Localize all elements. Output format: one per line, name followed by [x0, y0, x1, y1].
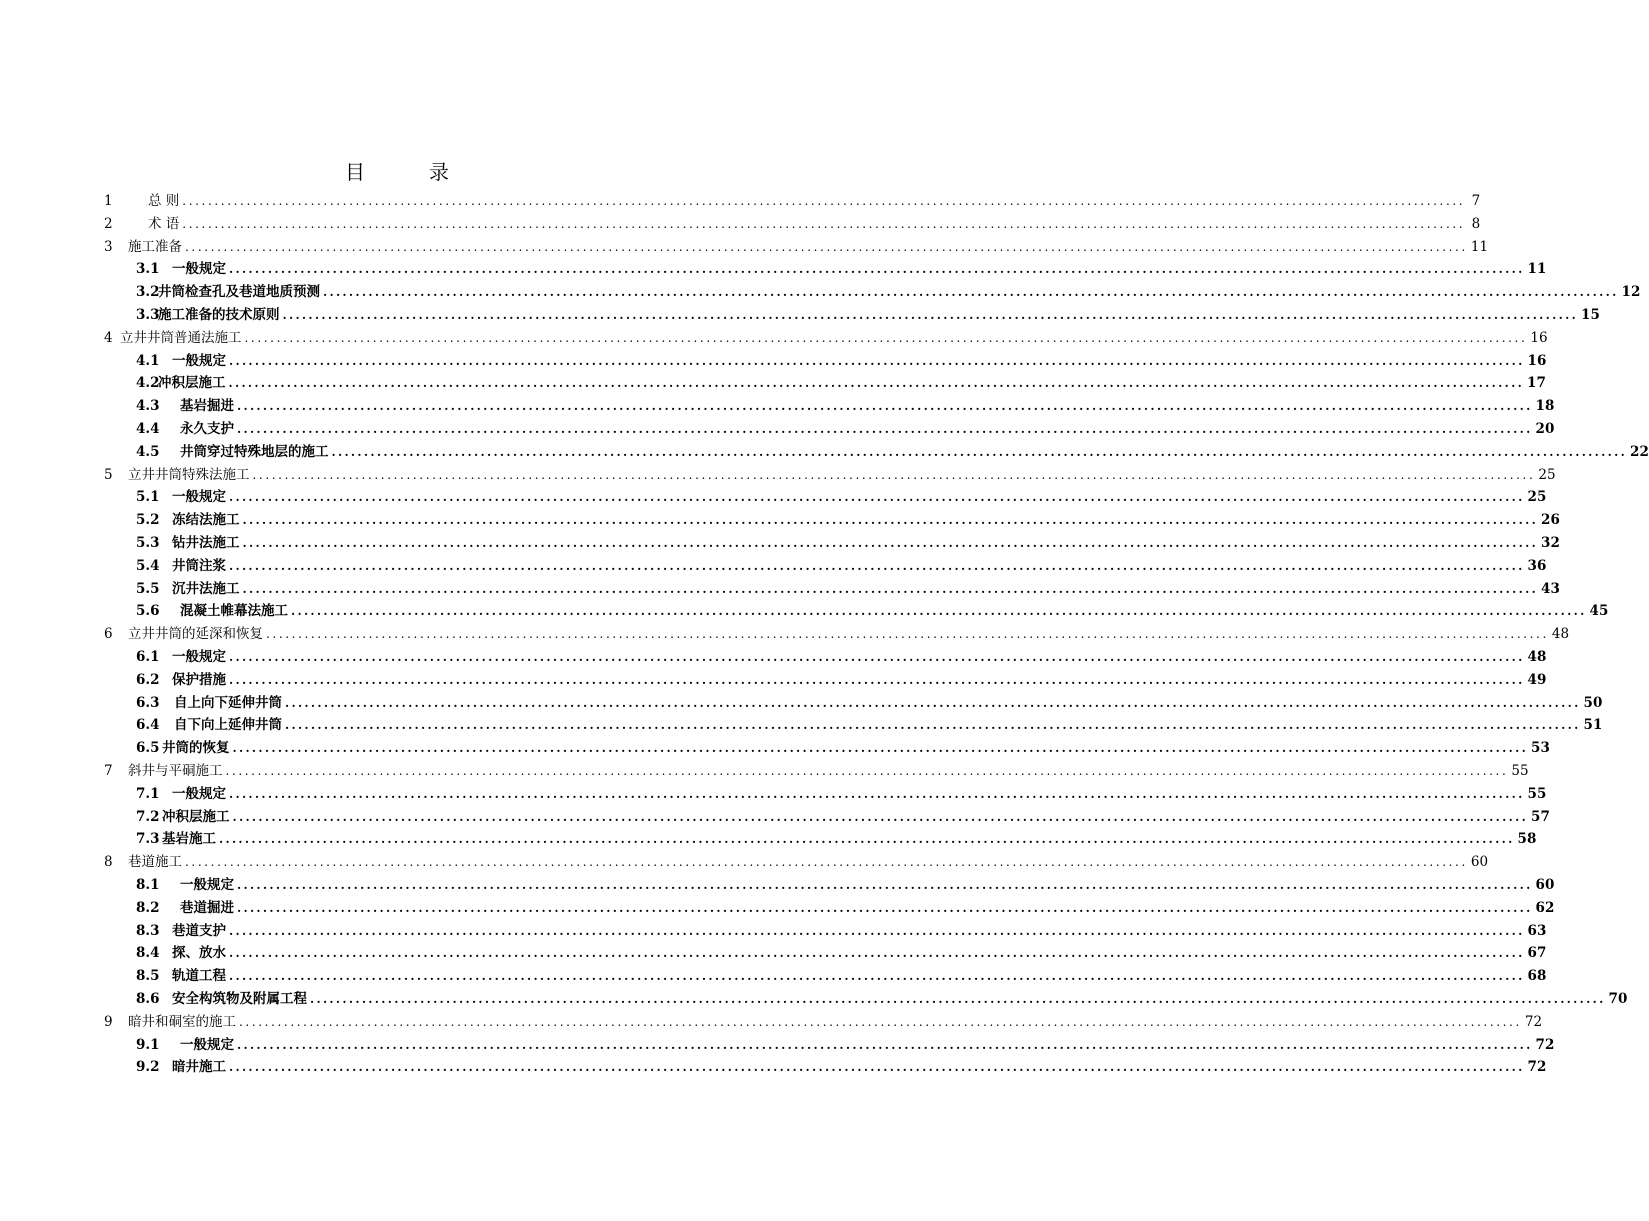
toc-entry-page-number: 36: [1527, 558, 1547, 574]
toc-entry-page-number: 58: [1517, 831, 1537, 847]
dot-leader: ........................................................................................................................................................................................................: [228, 376, 1525, 390]
dot-leader: ........................................................................................................................................................................................................: [185, 855, 1468, 869]
toc-entry-label: 一般规定: [180, 1037, 234, 1053]
toc-entry-page-number: 62: [1535, 900, 1555, 916]
toc-entry-number: 6.5: [136, 740, 160, 756]
toc-entry-label: 一般规定: [172, 649, 226, 665]
toc-entry-page-number: 53: [1531, 740, 1550, 756]
toc-section-entry[interactable]: [136, 806, 1550, 828]
toc-entry-label: 立井井筒的延深和恢复: [128, 626, 263, 642]
toc-section-entry[interactable]: [136, 304, 1600, 326]
dot-leader: ........................................................................................................................................................................................................: [291, 604, 1587, 618]
toc-entry-number: 8.6: [136, 991, 160, 1007]
toc-entry-label: 轨道工程: [172, 968, 226, 984]
toc-section-entry[interactable]: [136, 714, 1603, 736]
toc-entry-number: 8.5: [136, 968, 160, 984]
toc-section-entry[interactable]: [136, 532, 1560, 554]
toc-entry-label: 井筒穿过特殊地层的施工: [180, 444, 329, 460]
toc-section-entry[interactable]: [136, 692, 1603, 714]
toc-section-entry[interactable]: [136, 600, 1609, 622]
toc-entry-number: 3: [104, 239, 113, 255]
dot-leader: ........................................................................................................................................................................................................: [282, 308, 1579, 322]
toc-entry-label: 巷道施工: [128, 854, 182, 870]
dot-leader: ........................................................................................................................................................................................................: [219, 832, 1515, 846]
toc-entry-page-number: 32: [1541, 535, 1560, 551]
toc-section-entry[interactable]: [136, 988, 1628, 1010]
toc-entry-number: 4.3: [136, 398, 160, 414]
toc-section-entry[interactable]: [136, 486, 1547, 508]
toc-entry-number: 9: [104, 1014, 113, 1030]
dot-leader: ........................................................................................................................................................................................................: [182, 217, 1466, 231]
toc-entry-label: 沉井法施工: [172, 581, 240, 597]
toc-entry-number: 6.3: [136, 695, 160, 711]
toc-entry-number: 4.1: [136, 353, 160, 369]
toc-entry-number: 6.4: [136, 717, 160, 733]
toc-chapter-entry[interactable]: [104, 1011, 1543, 1033]
toc-section-entry[interactable]: [136, 350, 1547, 372]
dot-leader: ........................................................................................................................................................................................................: [242, 513, 1539, 527]
toc-section-entry[interactable]: [136, 874, 1555, 896]
dot-leader: ........................................................................................................................................................................................................: [237, 399, 1533, 413]
toc-entry-page-number: 48: [1551, 626, 1570, 642]
toc-section-entry[interactable]: [136, 418, 1555, 440]
toc-entry-number: 3.3: [136, 307, 160, 323]
dot-leader: ........................................................................................................................................................................................................: [229, 673, 1525, 687]
toc-entry-page-number: 7: [1471, 193, 1481, 209]
dot-leader: ........................................................................................................................................................................................................: [229, 924, 1525, 938]
toc-entry-page-number: 60: [1470, 854, 1489, 870]
dot-leader: ........................................................................................................................................................................................................: [242, 582, 1539, 596]
toc-chapter-entry[interactable]: [104, 327, 1548, 349]
toc-entry-number: 5.5: [136, 581, 160, 597]
toc-section-entry[interactable]: [136, 965, 1547, 987]
toc-entry-number: 7.3: [136, 831, 160, 847]
toc-entry-page-number: 72: [1524, 1014, 1543, 1030]
dot-leader: ........................................................................................................................................................................................................: [229, 650, 1525, 664]
dot-leader: ........................................................................................................................................................................................................: [229, 946, 1525, 960]
dot-leader: ........................................................................................................................................................................................................: [229, 262, 1525, 276]
toc-entry-page-number: 16: [1530, 330, 1548, 346]
toc-chapter-entry[interactable]: [104, 851, 1489, 873]
toc-chapter-entry[interactable]: [104, 190, 1481, 212]
toc-entry-label: 术 语: [148, 216, 180, 232]
toc-entry-label: 一般规定: [172, 786, 226, 802]
dot-leader: ........................................................................................................................................................................................................: [266, 627, 1549, 641]
dot-leader: ........................................................................................................................................................................................................: [331, 445, 1628, 459]
toc-entry-number: 8.4: [136, 945, 160, 961]
dot-leader: ........................................................................................................................................................................................................: [237, 422, 1533, 436]
toc-entry-label: 一般规定: [172, 261, 226, 277]
toc-entry-number: 8: [104, 854, 113, 870]
dot-leader: ........................................................................................................................................................................................................: [252, 468, 1536, 482]
toc-entry-label: 基岩掘进: [180, 398, 234, 414]
toc-section-entry[interactable]: [136, 1034, 1555, 1056]
toc-entry-page-number: 18: [1535, 398, 1555, 414]
dot-leader: ........................................................................................................................................................................................................: [285, 718, 1581, 732]
toc-entry-page-number: 72: [1527, 1059, 1547, 1075]
dot-leader: ........................................................................................................................................................................................................: [239, 1015, 1522, 1029]
toc-section-entry[interactable]: [136, 258, 1547, 280]
dot-leader: ........................................................................................................................................................................................................: [229, 969, 1525, 983]
toc-entry-page-number: 26: [1541, 512, 1560, 528]
toc-entry-label: 斜井与平硐施工: [128, 763, 223, 779]
toc-section-entry[interactable]: [136, 828, 1537, 850]
dot-leader: ........................................................................................................................................................................................................: [229, 559, 1525, 573]
toc-entry-page-number: 45: [1589, 603, 1609, 619]
toc-entry-number: 6.2: [136, 672, 160, 688]
toc-entry-label: 立井井筒普通法施工: [120, 330, 242, 346]
toc-entry-page-number: 60: [1535, 877, 1555, 893]
toc-entry-page-number: 70: [1608, 991, 1628, 1007]
toc-entry-label: 一般规定: [172, 489, 226, 505]
toc-entry-number: 9.2: [136, 1059, 160, 1075]
toc-entry-label: 井筒的恢复: [162, 740, 230, 756]
dot-leader: ........................................................................................................................................................................................................: [232, 741, 1529, 755]
toc-section-entry[interactable]: [136, 395, 1555, 417]
toc-entry-number: 5.2: [136, 512, 160, 528]
toc-entry-label: 暗井和硐室的施工: [128, 1014, 236, 1030]
toc-entry-number: 8.1: [136, 877, 160, 893]
toc-entry-number: 7: [104, 763, 113, 779]
toc-entry-label: 一般规定: [180, 877, 234, 893]
dot-leader: ........................................................................................................................................................................................................: [244, 331, 1528, 345]
toc-entry-page-number: 57: [1531, 809, 1550, 825]
dot-leader: ........................................................................................................................................................................................................: [232, 810, 1529, 824]
toc-entry-label: 保护措施: [172, 672, 226, 688]
toc-section-entry[interactable]: [136, 783, 1547, 805]
dot-leader: ........................................................................................................................................................................................................: [323, 285, 1619, 299]
toc-chapter-entry[interactable]: [104, 236, 1489, 258]
dot-leader: ........................................................................................................................................................................................................: [229, 1060, 1525, 1074]
toc-section-entry[interactable]: [136, 281, 1641, 303]
toc-entry-label: 混凝土帷幕法施工: [180, 603, 288, 619]
toc-entry-page-number: 48: [1527, 649, 1547, 665]
toc-section-entry[interactable]: [136, 372, 1546, 394]
toc-entry-label: 自下向上延伸井筒: [174, 717, 282, 733]
toc-entry-number: 4.5: [136, 444, 160, 460]
dot-leader: ........................................................................................................................................................................................................: [285, 696, 1581, 710]
toc-entry-page-number: 50: [1583, 695, 1603, 711]
toc-chapter-entry[interactable]: [104, 213, 1481, 235]
dot-leader: ........................................................................................................................................................................................................: [229, 354, 1525, 368]
toc-entry-page-number: 55: [1511, 763, 1529, 779]
toc-section-entry[interactable]: [136, 509, 1560, 531]
toc-section-entry[interactable]: [136, 578, 1560, 600]
dot-leader: ........................................................................................................................................................................................................: [185, 240, 1468, 254]
toc-entry-page-number: 17: [1527, 375, 1546, 391]
toc-section-entry[interactable]: [136, 737, 1550, 759]
dot-leader: ........................................................................................................................................................................................................: [225, 764, 1509, 778]
toc-entry-page-number: 8: [1471, 216, 1481, 232]
toc-entry-number: 6: [104, 626, 113, 642]
toc-entry-label: 暗井施工: [172, 1059, 226, 1075]
toc-section-entry[interactable]: [136, 669, 1547, 691]
toc-entry-page-number: 16: [1527, 353, 1547, 369]
toc-section-entry[interactable]: [136, 646, 1547, 668]
toc-entry-number: 7.1: [136, 786, 160, 802]
toc-entry-number: 4.4: [136, 421, 160, 437]
dot-leader: ........................................................................................................................................................................................................: [237, 878, 1533, 892]
toc-entry-page-number: 67: [1527, 945, 1547, 961]
toc-entry-label: 井筒检查孔及巷道地质预测: [158, 284, 320, 300]
toc-entry-page-number: 63: [1527, 923, 1547, 939]
toc-entry-page-number: 49: [1527, 672, 1547, 688]
toc-section-entry[interactable]: [136, 897, 1555, 919]
toc-entry-number: 4.2: [136, 375, 160, 391]
toc-entry-page-number: 55: [1527, 786, 1547, 802]
toc-section-entry[interactable]: [136, 942, 1547, 964]
toc-chapter-entry[interactable]: [104, 623, 1570, 645]
dot-leader: ........................................................................................................................................................................................................: [229, 787, 1525, 801]
toc-chapter-entry[interactable]: [104, 760, 1529, 782]
toc-entry-number: 2: [104, 216, 113, 232]
toc-entry-label: 巷道支护: [172, 923, 226, 939]
toc-entry-number: 4: [104, 330, 113, 346]
toc-entry-page-number: 43: [1541, 581, 1560, 597]
toc-entry-number: 3.1: [136, 261, 160, 277]
toc-entry-label: 冻结法施工: [172, 512, 240, 528]
toc-entry-number: 8.3: [136, 923, 160, 939]
dot-leader: ........................................................................................................................................................................................................: [237, 1038, 1533, 1052]
toc-entry-label: 基岩施工: [162, 831, 216, 847]
toc-entry-label: 巷道掘进: [180, 900, 234, 916]
toc-entry-page-number: 12: [1621, 284, 1641, 300]
toc-section-entry[interactable]: [136, 555, 1547, 577]
toc-entry-number: 9.1: [136, 1037, 160, 1053]
toc-entry-number: 5.1: [136, 489, 160, 505]
toc-entry-page-number: 25: [1527, 489, 1547, 505]
toc-chapter-entry[interactable]: [104, 464, 1556, 486]
toc-entry-page-number: 68: [1527, 968, 1547, 984]
toc-entry-number: 1: [104, 193, 113, 209]
toc-entry-label: 钻井法施工: [172, 535, 240, 551]
dot-leader: ........................................................................................................................................................................................................: [310, 992, 1606, 1006]
toc-entry-label: 自上向下延伸井筒: [174, 695, 282, 711]
toc-entry-page-number: 11: [1527, 261, 1547, 277]
toc-entry-page-number: 22: [1630, 444, 1649, 460]
toc-entry-label: 冲积层施工: [158, 375, 226, 391]
dot-leader: ........................................................................................................................................................................................................: [182, 194, 1466, 208]
toc-entry-page-number: 11: [1470, 239, 1489, 255]
toc-entry-label: 探、放水: [172, 945, 226, 961]
toc-entry-label: 安全构筑物及附属工程: [172, 991, 307, 1007]
toc-entry-number: 5.6: [136, 603, 160, 619]
toc-entry-label: 施工准备的技术原则: [158, 307, 280, 323]
toc-entry-label: 施工准备: [128, 239, 182, 255]
toc-entry-number: 8.2: [136, 900, 160, 916]
toc-entry-label: 冲积层施工: [162, 809, 230, 825]
dot-leader: ........................................................................................................................................................................................................: [237, 901, 1533, 915]
toc-entry-number: 5: [104, 467, 113, 483]
toc-entry-number: 5.3: [136, 535, 160, 551]
toc-entry-number: 6.1: [136, 649, 160, 665]
toc-entry-number: 3.2: [136, 284, 160, 300]
toc-entry-page-number: 15: [1581, 307, 1600, 323]
dot-leader: ........................................................................................................................................................................................................: [242, 536, 1539, 550]
toc-entry-label: 井筒注浆: [172, 558, 226, 574]
toc-entry-page-number: 51: [1583, 717, 1603, 733]
toc-entry-page-number: 20: [1535, 421, 1555, 437]
toc-entry-number: 5.4: [136, 558, 160, 574]
toc-entry-label: 永久支护: [180, 421, 234, 437]
toc-entry-page-number: 72: [1535, 1037, 1555, 1053]
dot-leader: ........................................................................................................................................................................................................: [229, 490, 1525, 504]
toc-entry-label: 总 则: [148, 193, 180, 209]
toc-entry-number: 7.2: [136, 809, 160, 825]
toc-section-entry[interactable]: [136, 920, 1547, 942]
toc-section-entry[interactable]: [136, 441, 1649, 463]
toc-title: 目录: [345, 160, 513, 184]
toc-section-entry[interactable]: [136, 1056, 1547, 1078]
toc-entry-page-number: 25: [1538, 467, 1556, 483]
toc-entry-label: 一般规定: [172, 353, 226, 369]
toc-entry-label: 立井井筒特殊法施工: [128, 467, 250, 483]
